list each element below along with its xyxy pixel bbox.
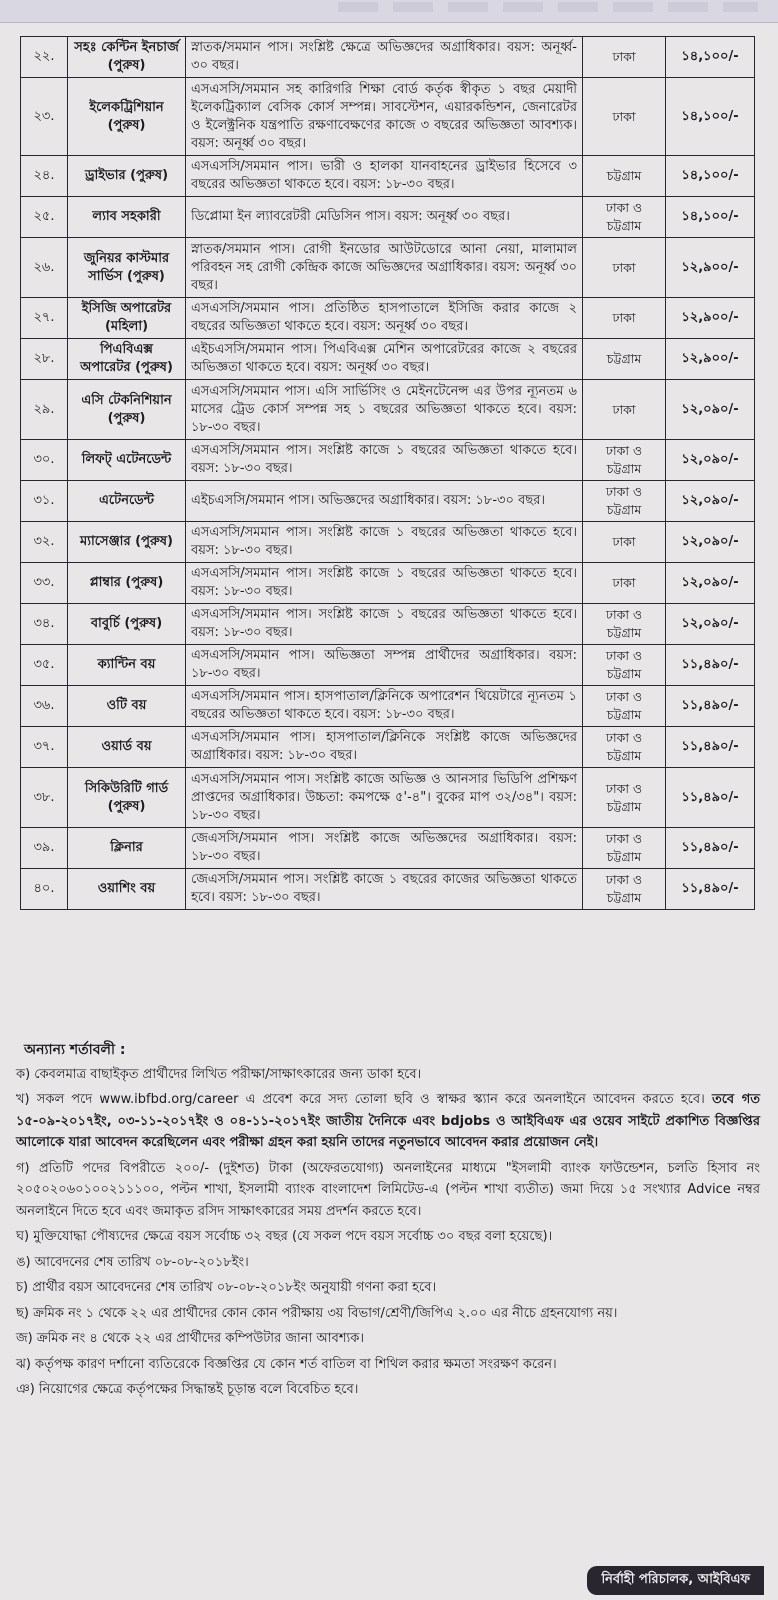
term-item: [16, 1064, 760, 1086]
qualification: এইচএসসি/সমমান পাস। অভিজ্ঞদের অগ্রাধিকার। বয়স: ১৮-৩০ বছর।: [186, 481, 583, 522]
top-header-strip: [0, 0, 778, 23]
term-item: [16, 1252, 760, 1274]
term-text: ঘ) মুক্তিযোদ্ধা পৌষ্যদের ক্ষেত্রে বয়স সর্বোচ্চ ৩২ বছর (যে সকল পদে বয়স সর্বোচ্চ ৩০ বছর বলা হয়েছে)।: [16, 1229, 553, 1244]
serial-number: ২৮.: [21, 339, 68, 380]
term-item: [16, 1089, 760, 1154]
term-item: [16, 1354, 760, 1376]
serial-number: ৩৭.: [21, 727, 68, 768]
salary: ১২,৯০০/-: [666, 238, 755, 298]
post-name: এটেনডেন্ট: [68, 481, 186, 522]
table-row: [21, 380, 755, 440]
post-name: ক্যান্টিন বয়: [68, 645, 186, 686]
table-row: [21, 440, 755, 481]
term-text: ঙ) আবেদনের শেষ তারিখ ০৮-০৮-২০১৮ইং।: [16, 1254, 249, 1270]
salary: ১৪,১০০/-: [666, 156, 755, 197]
qualification: স্নাতক/সমমান পাস। সংশ্লিষ্ট ক্ষেত্রে অভিজ্ঞদের অগ্রাধিকার। বয়স: অনূর্ধ্ব- ৩০ বছর।: [186, 37, 583, 78]
post-name: সিকিউরিটি গার্ড (পুরুষ): [68, 768, 186, 828]
qualification: ডিপ্লোমা ইন ল্যাবরেটরী মেডিসিন পাস। বয়স: অনূর্ধ্ব ৩০ বছর।: [186, 197, 583, 238]
term-item: [16, 1328, 760, 1350]
job-location: ঢাকা ও চট্টগ্রাম: [583, 604, 666, 645]
faded-header-text: [338, 2, 758, 12]
qualification: এসএসসি/সমমান পাস। প্রতিষ্ঠিত হাসপাতালে ইসিজি করার কাজে ২ বছরের অভিজ্ঞতা থাকতে হবে। বয়স: অনূর্ধ্ব ৩০ বছর।: [186, 298, 583, 339]
qualification: এসএসসি/সমমান পাস। হাসপাতাল/ক্লিনিকে অপারেশন থিয়েটারে ন্যূনতম ১ বছরের অভিজ্ঞতা থাকতে হবে। বয়স: ১৮-৩০ বছর।: [186, 686, 583, 727]
terms-heading: অন্যান্য শর্তাবলী :: [24, 1042, 126, 1058]
salary: ১২,০৯০/-: [666, 522, 755, 563]
serial-number: ২৫.: [21, 197, 68, 238]
term-text: ছ) ক্রমিক নং ১ থেকে ২২ এর প্রার্থীদের কোন কোন পরীক্ষায় ৩য় বিভাগ/শ্রেণী/জিপিএ ২.০০ এর নীচে গ্রহনযোগ্য নয়।: [16, 1305, 618, 1321]
term-text: ঞ) নিয়োগের ক্ষেত্রে কর্তৃপক্ষের সিদ্ধান্তই চূড়ান্ত বলে বিবেচিত হবে।: [16, 1382, 359, 1397]
table-row: [21, 197, 755, 238]
table-row: [21, 869, 755, 910]
serial-number: ২৯.: [21, 380, 68, 440]
table-row: [21, 828, 755, 869]
term-item: [16, 1303, 760, 1325]
serial-number: ২২.: [21, 37, 68, 78]
job-location: ঢাকা: [583, 78, 666, 156]
table-row: [21, 686, 755, 727]
salary: ১১,৪৯০/-: [666, 828, 755, 869]
post-name: ক্লিনার: [68, 828, 186, 869]
table-row: [21, 563, 755, 604]
job-location: ঢাকা: [583, 37, 666, 78]
job-location: ঢাকা ও চট্টগ্রাম: [583, 727, 666, 768]
table-row: [21, 238, 755, 298]
salary: ১৪,১০০/-: [666, 37, 755, 78]
job-location: ঢাকা ও চট্টগ্রাম: [583, 645, 666, 686]
job-location: চট্টগ্রাম: [583, 339, 666, 380]
serial-number: ৩৬.: [21, 686, 68, 727]
post-name: ইসিজি অপারেটর (মহিলা): [68, 298, 186, 339]
job-vacancy-table: [20, 36, 755, 910]
qualification: এসএসসি/সমমান পাস। অভিজ্ঞতা সম্পন্ন প্রার্থীদের অগ্রাধিকার। বয়স: ১৮-৩০ বছর।: [186, 645, 583, 686]
qualification: জেএসসি/সমমান পাস। সংশ্লিষ্ট কাজে ১ বছরের কাজের অভিজ্ঞতা থাকতে হবে। বয়স: ১৮-৩০ বছর।: [186, 869, 583, 910]
term-item: [16, 1277, 760, 1299]
post-name: সহঃ কেন্টিন ইনচার্জ (পুরুষ): [68, 37, 186, 78]
job-location: ঢাকা: [583, 563, 666, 604]
term-text: ক) কেবলমাত্র বাছাইকৃত প্রার্থীদের লিখিত পরীক্ষা/সাক্ষাৎকারের জন্য ডাকা হবে।: [16, 1066, 422, 1082]
table-row: [21, 522, 755, 563]
serial-number: ৩৯.: [21, 828, 68, 869]
other-terms-section: [16, 1040, 760, 1405]
salary: ১২,৯০০/-: [666, 298, 755, 339]
qualification: জেএসসি/সমমান পাস। সংশ্লিষ্ট কাজে অভিজ্ঞদের অগ্রাধিকার। বয়স: ১৮-৩০ বছর।: [186, 828, 583, 869]
post-name: এসি টেকনিশিয়ান (পুরুষ): [68, 380, 186, 440]
qualification: স্নাতক/সমমান পাস। রোগী ইনডোর আউটডোরে আনা নেয়া, মালামাল পরিবহন সহ রোগী কেন্দ্রিক কাজে অভিজ্ঞদের অগ্রাধিকার। বয়স: অনূর্ধ্ব ৩০ বছর।: [186, 238, 583, 298]
job-location: ঢাকা: [583, 238, 666, 298]
qualification: এইচএসসি/সমমান পাস। পিএবিএক্স মেশিন অপারেটরের কাজে ২ বছরের অভিজ্ঞতা থাকতে হবে। বয়স: অনূর্ধ্ব ৩০ বছর।: [186, 339, 583, 380]
serial-number: ৩৩.: [21, 563, 68, 604]
table-row: [21, 78, 755, 156]
serial-number: ৩০.: [21, 440, 68, 481]
qualification: এসএসসি/সমমান পাস। এসি সার্ভিসিং ও মেইনটেনেন্স এর উপর ন্যূনতম ৬ মাসের ট্রেড কোর্স সম্পন্ন সহ ১ বছরের অভিজ্ঞতা থাকতে হবে। বয়স: ১৮-৩০ বছর।: [186, 380, 583, 440]
term-text: ঝ) কর্তৃপক্ষ কারণ দর্শানো ব্যতিরেকে বিজ্ঞপ্তির যে কোন শর্ত বাতিল বা শিথিল করার ক্ষমতা সংরক্ষণ করেন।: [16, 1356, 557, 1372]
term-text: চ) প্রার্থীর বয়স আবেদনের শেষ তারিখ ০৮-০৮-২০১৮ইং অনুযায়ী গণনা করা হবে।: [16, 1280, 437, 1295]
salary: ১৪,১০০/-: [666, 197, 755, 238]
salary: ১২,০৯০/-: [666, 481, 755, 522]
post-name: ল্যাব সহকারী: [68, 197, 186, 238]
job-location: ঢাকা ও চট্টগ্রাম: [583, 686, 666, 727]
serial-number: ৩১.: [21, 481, 68, 522]
table-row: [21, 727, 755, 768]
post-name: ওটি বয়: [68, 686, 186, 727]
job-location: ঢাকা: [583, 298, 666, 339]
terms-list: [16, 1064, 760, 1401]
salary: ১২,৯০০/-: [666, 339, 755, 380]
qualification: এসএসসি/সমমান পাস। সংশ্লিষ্ট কাজে ১ বছরের অভিজ্ঞতা থাকতে হবে। বয়স: ১৮-৩০ বছর।: [186, 563, 583, 604]
salary: ১১,৪৯০/-: [666, 869, 755, 910]
term-text: গ) প্রতিটি পদের বিপরীতে ২০০/- (দুইশত) টাকা (অফেরতযোগ্য) অনলাইনের মাধ্যমে "ইসলামী ব্যাংক ফাউন্ডেশন, চলতি হিসাব নং ২০৫০২০৬০১০০২১১১০০, পল্টন শাখা, ইসলামী ব্যাংক বাংলাদেশ লিমিটেড-এ (পল্টন শাখা ব্যতীত) জমা দিয়ে ১৫ সংখ্যার Advice নম্বর অনলাইনে দিতে হবে এবং জমাকৃত রসিদ সাক্ষাৎকারের সময় প্রদর্শন করতে হবে।: [16, 1160, 760, 1219]
serial-number: ৩৪.: [21, 604, 68, 645]
job-location: ঢাকা ও চট্টগ্রাম: [583, 869, 666, 910]
job-location: চট্টগ্রাম: [583, 156, 666, 197]
job-location: ঢাকা ও চট্টগ্রাম: [583, 828, 666, 869]
term-item: [16, 1226, 760, 1248]
qualification: এসএসসি/সমমান পাস। সংশ্লিষ্ট কাজে অভিজ্ঞ ও আনসার ভিডিপি প্রশিক্ষণ প্রাপ্তদের অগ্রাধিকার। উচ্চতা: কমপক্ষে ৫'-৪"। বুকের মাপ ৩২/৩৪"। বয়স: ১৮-৩০ বছর।: [186, 768, 583, 828]
job-location: ঢাকা ও চট্টগ্রাম: [583, 440, 666, 481]
table-row: [21, 156, 755, 197]
post-name: ড্রাইভার (পুরুষ): [68, 156, 186, 197]
serial-number: ৪০.: [21, 869, 68, 910]
signature-block: নির্বাহী পরিচালক, আইবিএফ: [587, 1566, 764, 1595]
term-text: জ) ক্রমিক নং ৪ থেকে ২২ এর প্রার্থীদের কম্পিউটার জানা আবশ্যক।: [16, 1331, 365, 1346]
table-row: [21, 645, 755, 686]
qualification: এসএসসি/সমমান পাস। হাসপাতাল/ক্লিনিকে সংশ্লিষ্ট কাজে অভিজ্ঞদের অগ্রাধিকার। বয়স: ১৮-৩০ বছর।: [186, 727, 583, 768]
term-bold-text: তবে গত ১৫-০৯-২০১৭ইং, ০৩-১১-২০১৭ইং ও ০৪-১১-২০১৭ইং জাতীয় দৈনিকে এবং bdjobs ও আইবিএফ এর ওয়েব সাইটে প্রকাশিত বিজ্ঞপ্তির আলোকে যারা আবেদন করেছিলেন এবং পরীক্ষা গ্রহন করা হয়নি তাদের নতুনভাবে আবেদন করার প্রয়োজন নেই।: [16, 1092, 760, 1150]
post-name: ওয়ার্ড বয়: [68, 727, 186, 768]
salary: ১২,০৯০/-: [666, 604, 755, 645]
post-name: ওয়াশিং বয়: [68, 869, 186, 910]
post-name: ম্যাসেঞ্জার (পুরুষ): [68, 522, 186, 563]
table-row: [21, 298, 755, 339]
salary: ১৪,১০০/-: [666, 78, 755, 156]
salary: ১১,৪৯০/-: [666, 686, 755, 727]
job-location: ঢাকা: [583, 522, 666, 563]
salary: ১২,০৯০/-: [666, 440, 755, 481]
qualification: এসএসসি/সমমান পাস। ভারী ও হালকা যানবাহনের ড্রাইভার হিসেবে ৩ বছরের অভিজ্ঞতা থাকতে হবে। বয়স: ১৮-৩০ বছর।: [186, 156, 583, 197]
table-row: [21, 37, 755, 78]
salary: ১১,৪৯০/-: [666, 768, 755, 828]
job-location: ঢাকা ও চট্টগ্রাম: [583, 768, 666, 828]
job-location: ঢাকা: [583, 380, 666, 440]
post-name: প্লাম্বার (পুরুষ): [68, 563, 186, 604]
post-name: পিএবিএক্স অপারেটর (পুরুষ): [68, 339, 186, 380]
serial-number: ৩৮.: [21, 768, 68, 828]
qualification: এসএসসি/সমমান পাস। সংশ্লিষ্ট কাজে ১ বছরের অভিজ্ঞতা থাকতে হবে। বয়স: ১৮-৩০ বছর।: [186, 604, 583, 645]
post-name: জুনিয়র কাস্টমার সার্ভিস (পুরুষ): [68, 238, 186, 298]
serial-number: ২৭.: [21, 298, 68, 339]
salary: ১২,০৯০/-: [666, 563, 755, 604]
qualification: এসএসসি/সমমান সহ কারিগরি শিক্ষা বোর্ড কর্তৃক স্বীকৃত ১ বছর মেয়াদী ইলেকট্রিক্যাল বেসিক কোর্স সম্পন্ন। সাবস্টেশন, এয়ারকন্ডিশন, জেনারেটর ও ইলেক্ট্রনিক যন্ত্রপাতি রক্ষণাবেক্ষণের কাজে ৩ বছরের অভিজ্ঞতা আবশ্যক। বয়স: অনূর্ধ্ব ৩০ বছর।: [186, 78, 583, 156]
serial-number: ২৩.: [21, 78, 68, 156]
table-row: [21, 768, 755, 828]
table-row: [21, 481, 755, 522]
salary: ১২,০৯০/-: [666, 380, 755, 440]
job-location: ঢাকা ও চট্টগ্রাম: [583, 197, 666, 238]
serial-number: ৩২.: [21, 522, 68, 563]
qualification: এসএসসি/সমমান পাস। সংশ্লিষ্ট কাজে ১ বছরের অভিজ্ঞতা থাকতে হবে। বয়স: ১৮-৩০ বছর।: [186, 440, 583, 481]
post-name: ইলেকট্রিশিয়ান (পুরুষ): [68, 78, 186, 156]
job-location: ঢাকা ও চট্টগ্রাম: [583, 481, 666, 522]
term-item: [16, 1379, 760, 1401]
post-name: বাবুর্চি (পুরুষ): [68, 604, 186, 645]
term-text: খ) সকল পদে www.ibfbd.org/career এ প্রবেশ করে সদ্য তোলা ছবি ও স্বাক্ষর স্ক্যান করে অনলাইনে আবেদন করতে হবে।: [16, 1092, 705, 1107]
salary: ১১,৪৯০/-: [666, 645, 755, 686]
post-name: লিফট্ এটেনডেন্ট: [68, 440, 186, 481]
serial-number: ২৪.: [21, 156, 68, 197]
term-item: [16, 1158, 760, 1223]
table-row: [21, 339, 755, 380]
table-row: [21, 604, 755, 645]
serial-number: ৩৫.: [21, 645, 68, 686]
serial-number: ২৬.: [21, 238, 68, 298]
qualification: এসএসসি/সমমান পাস। সংশ্লিষ্ট কাজে ১ বছরের অভিজ্ঞতা থাকতে হবে। বয়স: ১৮-৩০ বছর।: [186, 522, 583, 563]
salary: ১১,৪৯০/-: [666, 727, 755, 768]
